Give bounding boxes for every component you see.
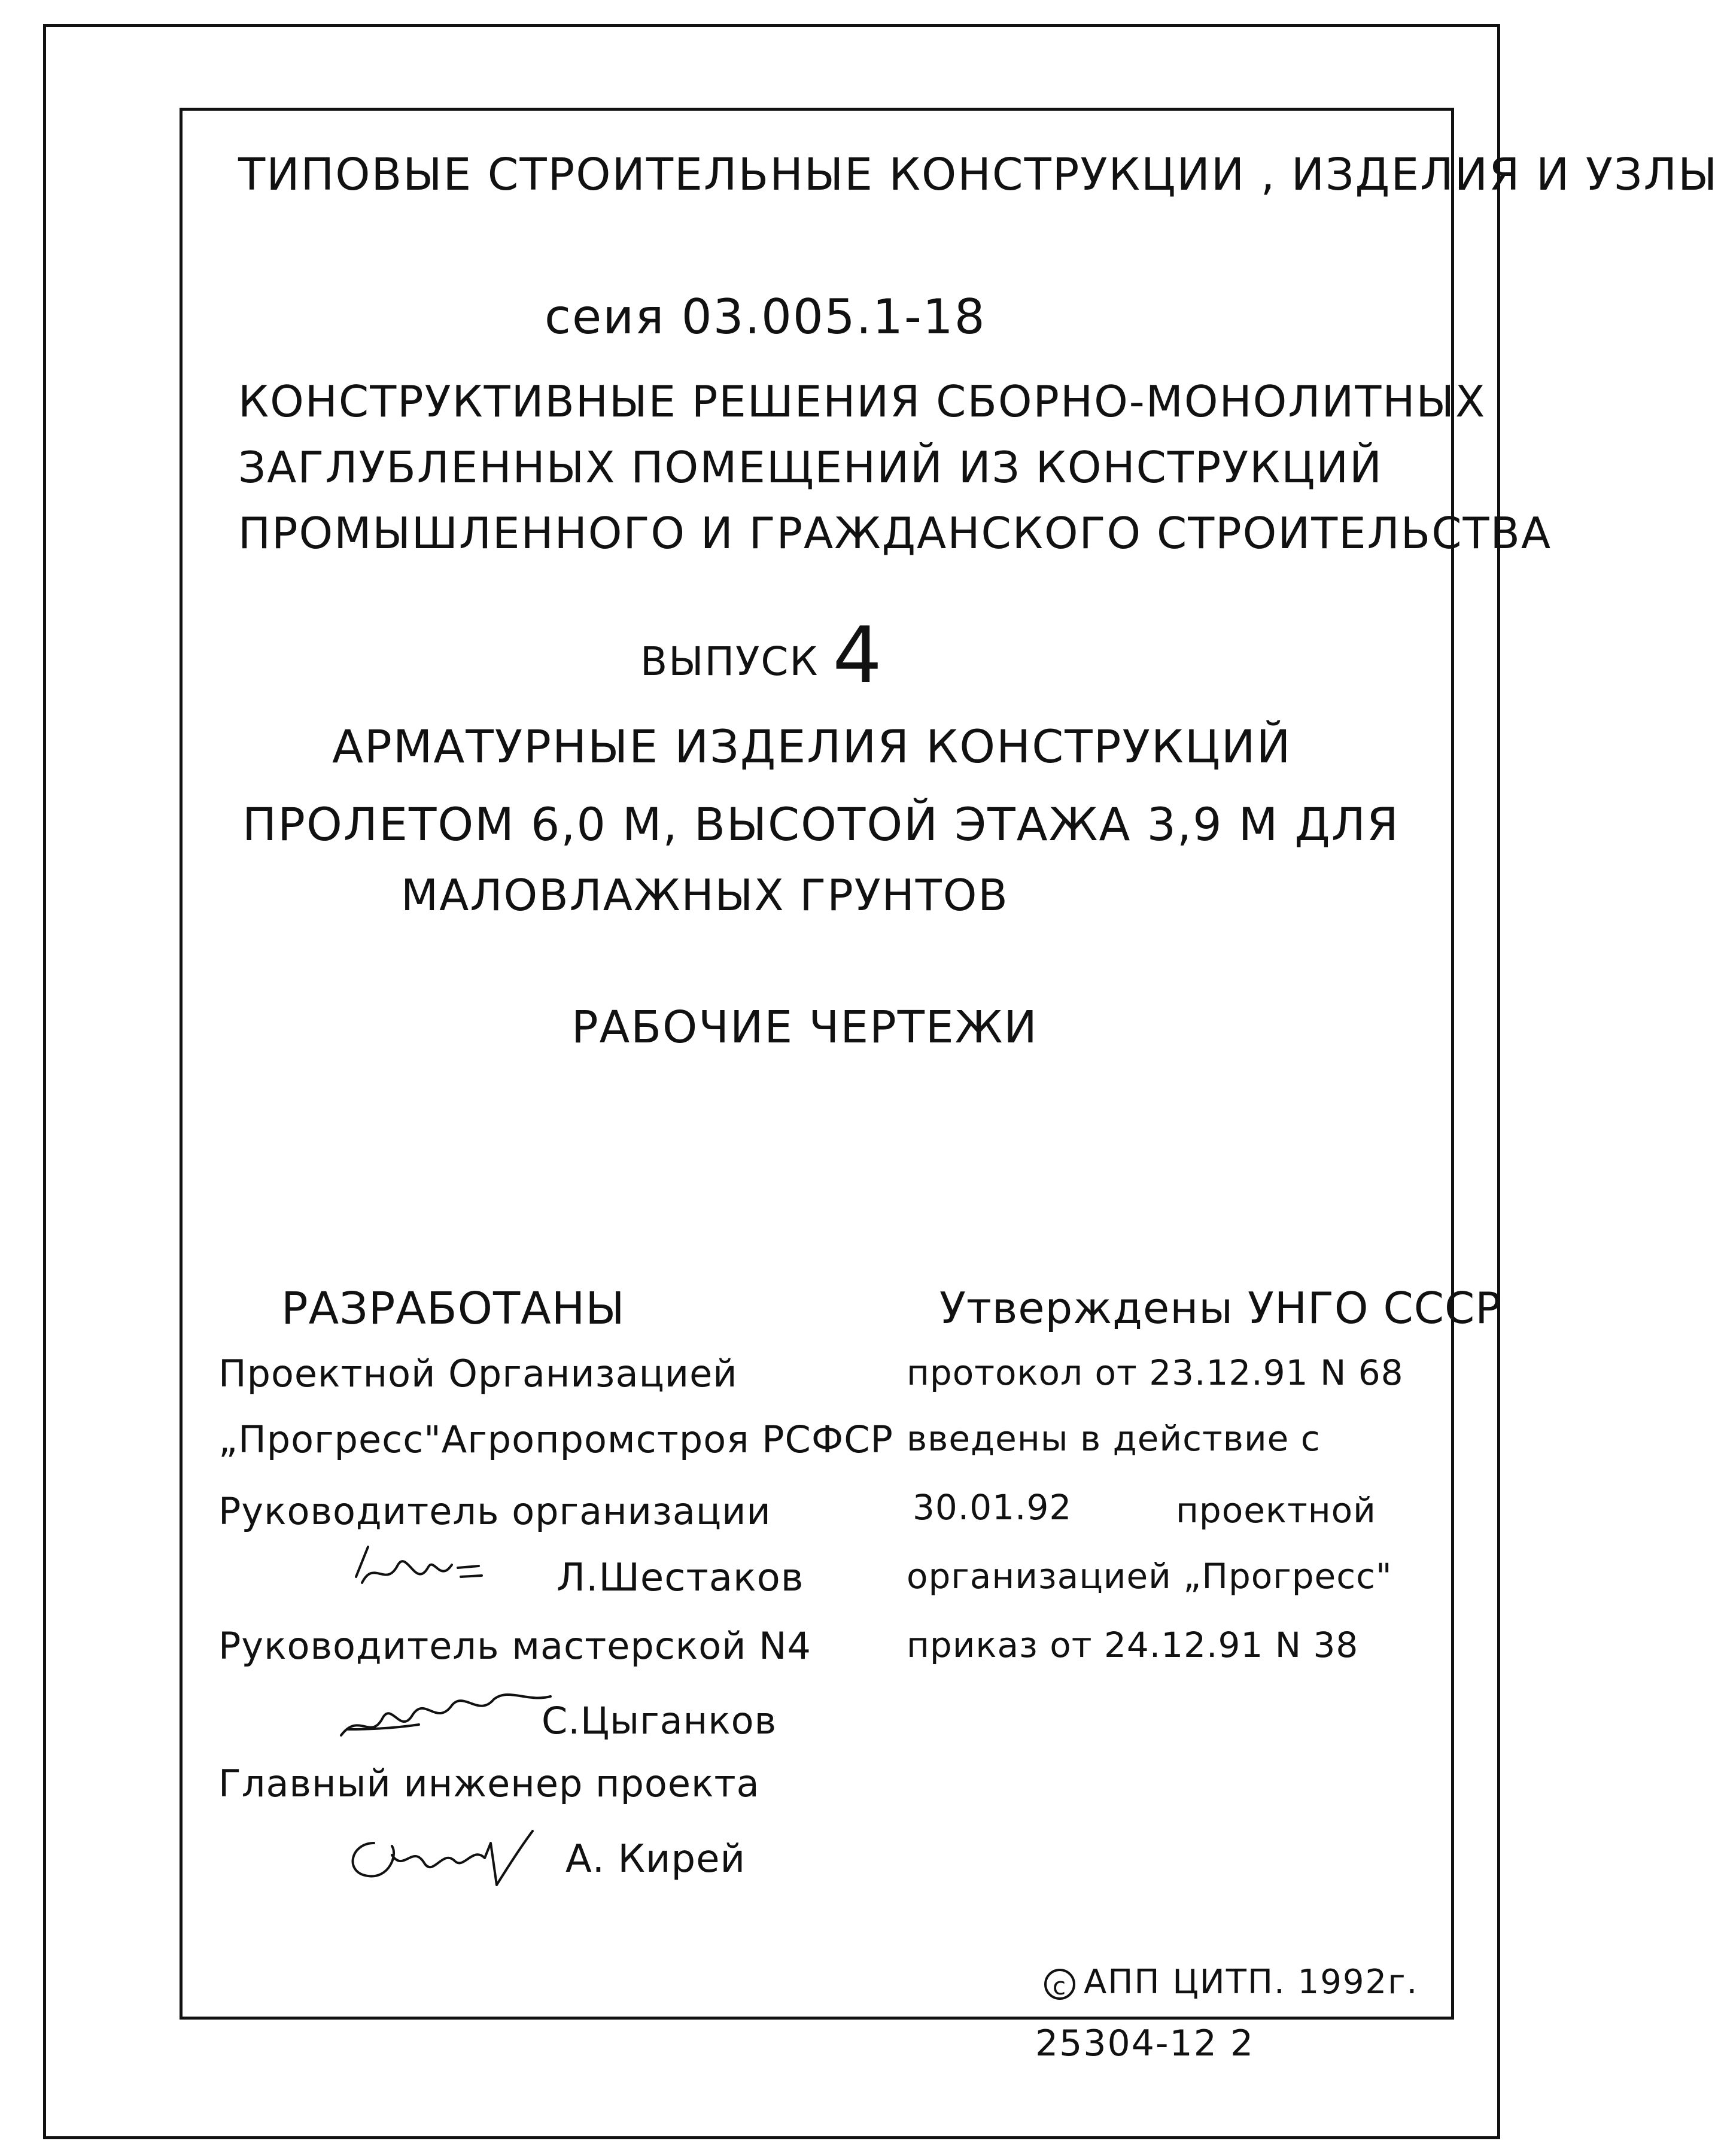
- approved-heading: Утверждены УНГО СССР: [939, 1283, 1502, 1333]
- approved-date: 30.01.92: [913, 1487, 1072, 1528]
- workshop-signature: [335, 1681, 562, 1747]
- chief-name: А. Кирей: [565, 1837, 746, 1881]
- description-line-2: ЗАГЛУБЛЕННЫХ ПОМЕЩЕНИЙ ИЗ КОНСТРУКЦИЙ: [238, 442, 1383, 492]
- head-title: Руководитель организации: [218, 1489, 771, 1533]
- series-number: сеия 03.005.1-18: [545, 289, 986, 345]
- chief-title: Главный инженер проекта: [218, 1762, 760, 1805]
- issue-number: 4: [832, 610, 884, 701]
- copyright-icon: c: [1044, 1969, 1075, 2000]
- approved-organization: организацией „Прогресс": [907, 1556, 1392, 1597]
- document-stamp: 25304-12 2: [1035, 2023, 1255, 2064]
- workshop-name: С.Цыганков: [542, 1699, 777, 1743]
- head-name: Л.Шестаков: [557, 1556, 804, 1600]
- approved-protocol: протокол от 23.12.91 N 68: [907, 1352, 1404, 1393]
- collection-title: ТИПОВЫЕ СТРОИТЕЛЬНЫЕ КОНСТРУКЦИИ , ИЗДЕЛИЯ И УЗЛЫ: [238, 149, 1718, 200]
- approved-design: проектной: [1176, 1490, 1376, 1531]
- description-line-1: КОНСТРУКТИВНЫЕ РЕШЕНИЯ СБОРНО-МОНОЛИТНЫХ: [238, 376, 1486, 427]
- developed-org-line-1: Проектной Организацией: [218, 1352, 738, 1395]
- copyright: [1044, 1963, 1419, 2002]
- issue-label: ВЫПУСК: [640, 638, 819, 685]
- issue: [640, 610, 884, 701]
- items-line-2: ПРОЛЕТОМ 6,0 М, ВЫСОТОЙ ЭТАЖА 3,9 М ДЛЯ: [242, 798, 1400, 851]
- items-line-3: МАЛОВЛАЖНЫХ ГРУНТОВ: [401, 870, 1009, 920]
- approved-order: приказ от 24.12.91 N 38: [907, 1625, 1359, 1665]
- copyright-text: АПП ЦИТП. 1992г.: [1084, 1963, 1419, 2002]
- approved-enacted: введены в действие с: [907, 1418, 1321, 1459]
- head-signature: [344, 1535, 500, 1607]
- items-line-1: АРМАТУРНЫЕ ИЗДЕЛИЯ КОНСТРУКЦИЙ: [332, 720, 1292, 773]
- drawing-type: РАБОЧИЕ ЧЕРТЕЖИ: [571, 1002, 1038, 1053]
- description-line-3: ПРОМЫШЛЕННОГО И ГРАЖДАНСКОГО СТРОИТЕЛЬСТВА: [238, 508, 1552, 558]
- developed-heading: РАЗРАБОТАНЫ: [281, 1283, 625, 1334]
- developed-org-line-2: „Прогресс"Агропромстроя РСФСР: [218, 1418, 893, 1461]
- workshop-title: Руководитель мастерской N4: [218, 1624, 811, 1668]
- chief-signature: [338, 1819, 536, 1903]
